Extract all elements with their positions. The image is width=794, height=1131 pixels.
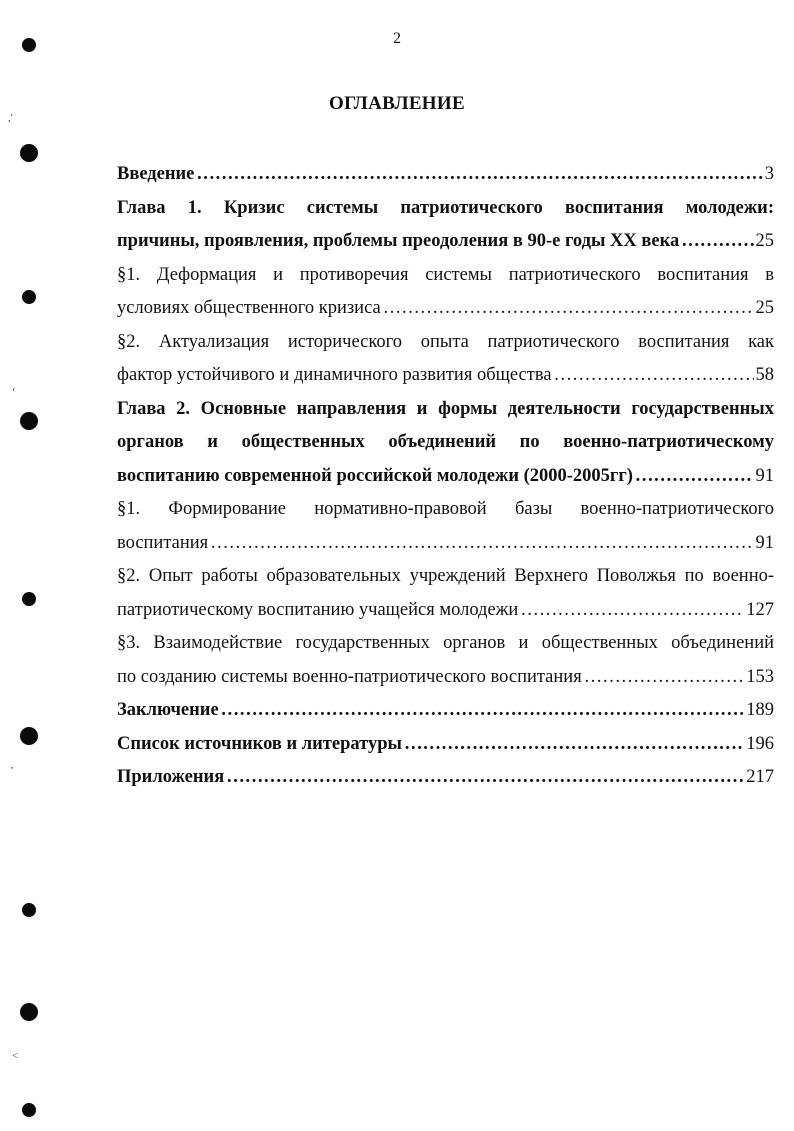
toc-entry-label: по созданию системы военно-патриотического воспитания — [117, 666, 582, 687]
toc-leader-dots — [210, 527, 753, 561]
toc-page-number: 189 — [746, 700, 774, 720]
punch-hole — [22, 290, 36, 304]
toc-entry-sources[interactable] — [117, 728, 774, 762]
toc-leader-dots — [221, 694, 745, 728]
toc-entry-label: Список источников и литературы — [117, 733, 402, 754]
toc-entry-label: воспитанию современной российской молодежи (2000-2005гг) — [117, 465, 633, 486]
toc-entry-section-1-1[interactable]: §1. Деформация и противоречия системы патриотического воспитания в — [117, 264, 774, 285]
toc-page-number: 25 — [755, 231, 774, 251]
punch-hole — [20, 1003, 38, 1021]
toc-entry-appendix[interactable] — [117, 761, 774, 795]
toc-entry-label: фактор устойчивого и динамичного развития общества — [117, 365, 552, 385]
toc-entry-chapter-2[interactable]: Глава 2. Основные направления и формы деятельности государственных — [117, 398, 774, 419]
scan-speck: ,' — [8, 112, 13, 124]
toc-entry-chapter-1[interactable]: Глава 1. Кризис системы патриотического воспитания молодежи: — [117, 197, 774, 218]
punch-hole — [20, 727, 38, 745]
punch-hole — [22, 1103, 36, 1117]
toc-entry-chapter-2-cont[interactable]: органов и общественных объединений по военно-патриотическому — [117, 432, 774, 452]
toc-entry-section-2-2[interactable]: §2. Опыт работы образовательных учреждений Верхнего Поволжья по военно- — [117, 566, 774, 586]
toc-entry-section-1-2[interactable]: §2. Актуализация исторического опыта патриотического воспитания как — [117, 331, 774, 352]
punch-hole — [22, 592, 36, 606]
toc-entry-section-2-3[interactable]: §3. Взаимодействие государственных органов и общественных объединений — [117, 633, 774, 653]
toc-page-number: 217 — [746, 767, 774, 787]
toc-entry-label: патриотическому воспитанию учащейся молодежи — [117, 599, 519, 620]
toc-leader-dots — [520, 594, 744, 628]
scan-speck: ʼ — [10, 765, 14, 777]
table-of-contents — [117, 158, 774, 795]
toc-entry-label: воспитания — [117, 532, 209, 553]
page-title: ОГЛАВЛЕНИЕ — [329, 93, 465, 114]
toc-entry-chapter-2-cont2[interactable] — [117, 460, 774, 494]
toc-leader-dots — [635, 460, 754, 494]
punch-hole — [20, 412, 38, 430]
page-number: 2 — [393, 30, 401, 47]
scan-speck: ˂ — [12, 1050, 19, 1062]
toc-page-number: 196 — [746, 733, 774, 754]
toc-entry-section-2-1-cont[interactable] — [117, 527, 774, 561]
toc-page-number: 25 — [755, 298, 774, 318]
toc-leader-dots — [383, 292, 754, 326]
toc-entry-label: Введение — [117, 164, 195, 184]
toc-entry-label: условиях общественного кризиса — [117, 298, 381, 318]
toc-leader-dots — [681, 225, 753, 259]
toc-leader-dots — [554, 359, 754, 393]
toc-entry-conclusion[interactable] — [117, 694, 774, 728]
toc-entry-section-2-3-cont[interactable] — [117, 661, 774, 695]
toc-leader-dots — [196, 158, 762, 192]
toc-entry-section-1-1-cont[interactable] — [117, 292, 774, 326]
punch-hole — [20, 144, 38, 162]
toc-page-number: 153 — [746, 666, 774, 687]
toc-entry-section-2-1[interactable]: §1. Формирование нормативно-правовой базы военно-патриотического — [117, 499, 774, 519]
toc-entry-label: Заключение — [117, 700, 219, 720]
toc-leader-dots — [584, 661, 745, 695]
toc-leader-dots — [226, 761, 744, 795]
toc-page-number: 91 — [755, 532, 774, 553]
toc-page-number: 58 — [755, 365, 774, 385]
toc-page-number: 91 — [755, 465, 774, 486]
toc-entry-section-2-2-cont[interactable] — [117, 594, 774, 628]
toc-entry-label: причины, проявления, проблемы преодоления в 90-е годы XX века — [117, 231, 680, 251]
punch-hole — [22, 903, 36, 917]
toc-entry-chapter-1-cont[interactable] — [117, 225, 774, 259]
toc-page-number: 3 — [764, 164, 774, 184]
toc-leader-dots — [404, 728, 744, 762]
scan-speck: ‹ — [12, 383, 16, 395]
toc-entry-intro[interactable] — [117, 158, 774, 192]
toc-entry-label: Приложения — [117, 767, 225, 787]
toc-entry-section-1-2-cont[interactable] — [117, 359, 774, 393]
toc-page-number: 127 — [746, 599, 774, 620]
